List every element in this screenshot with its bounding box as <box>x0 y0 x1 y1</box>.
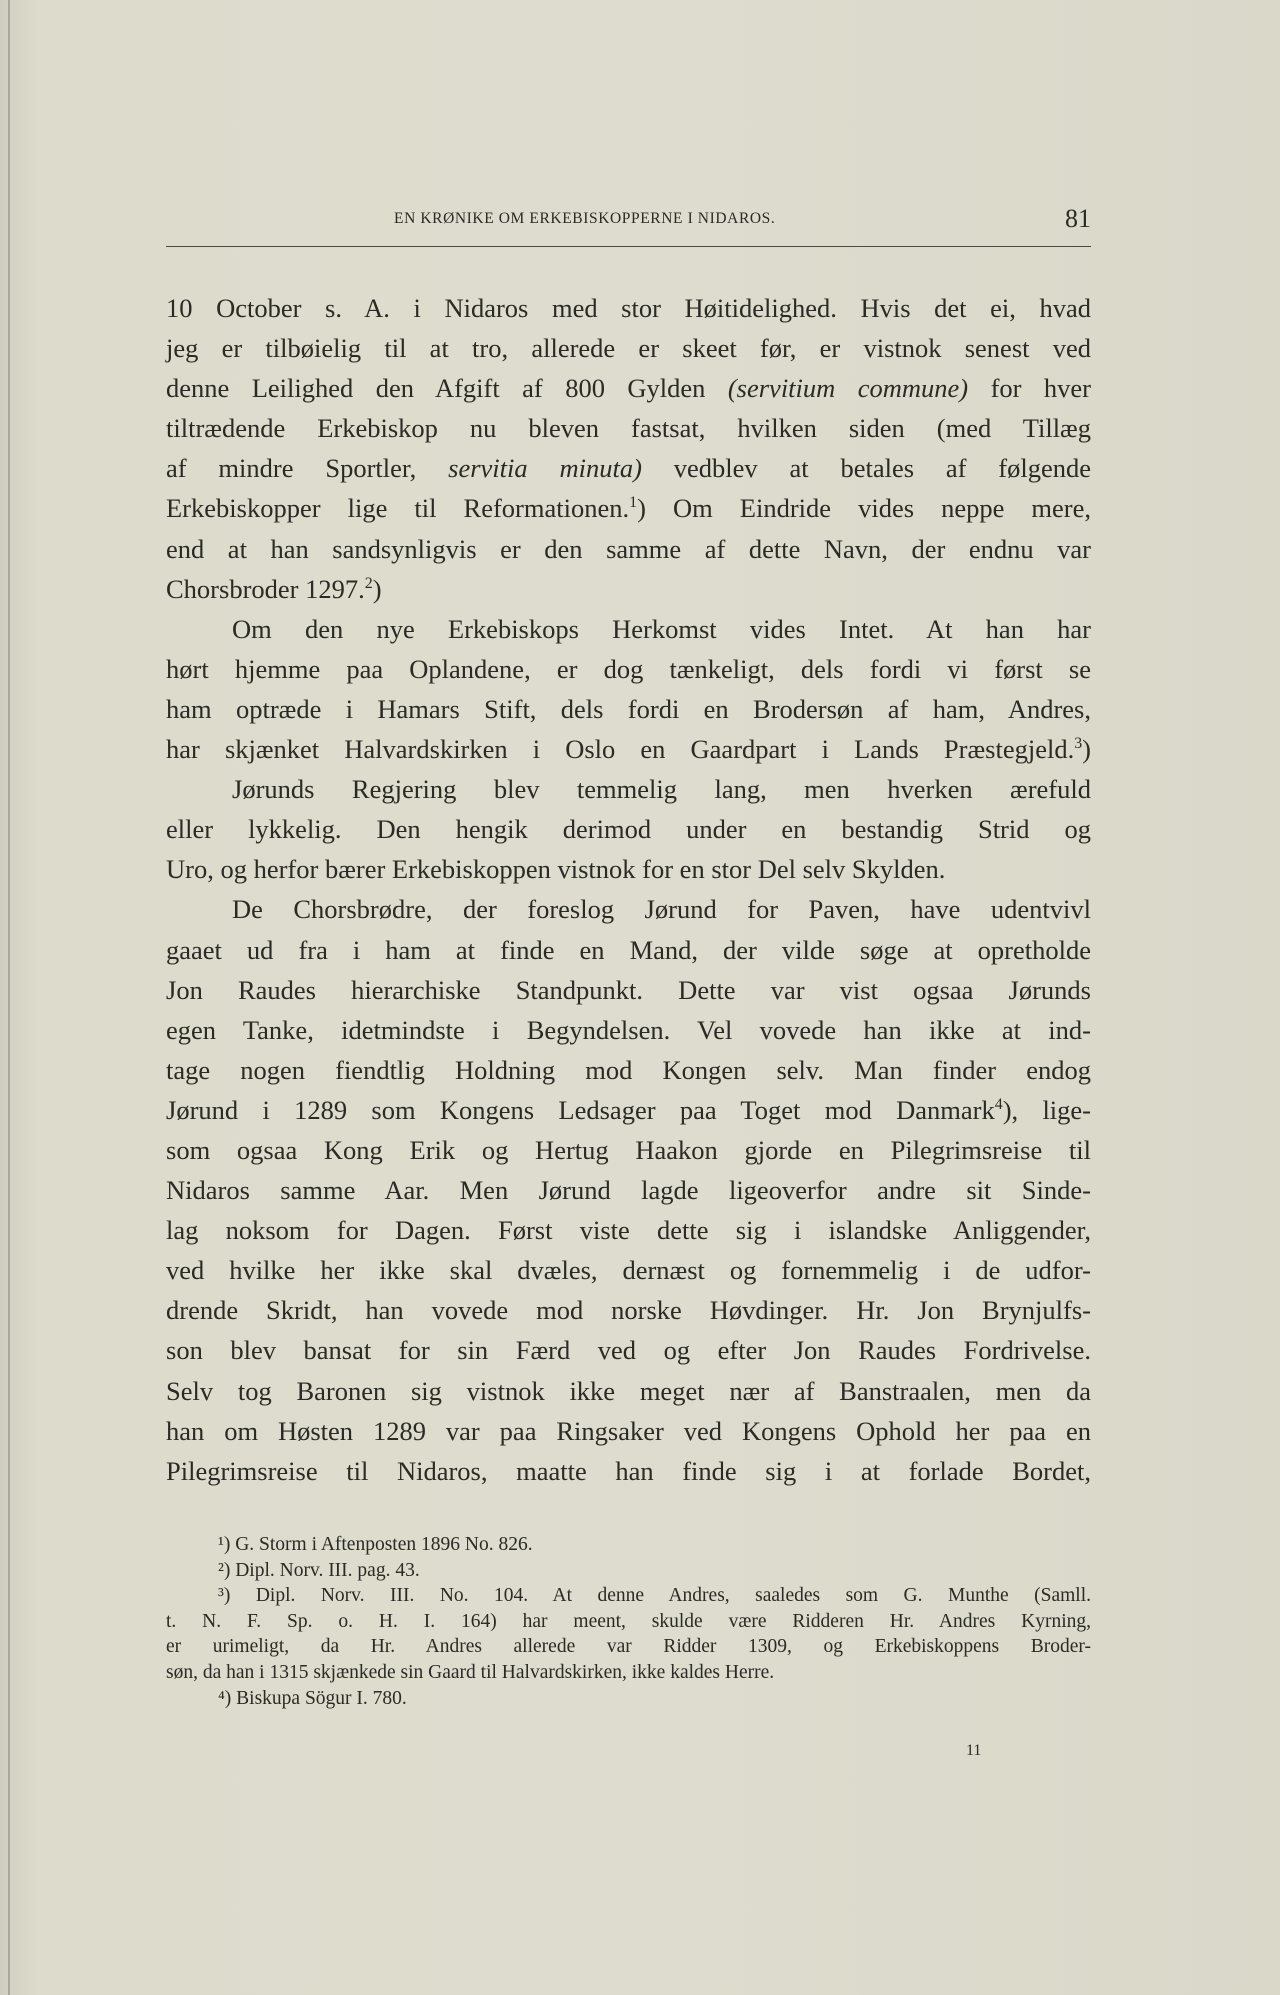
text-span: Chorsbroder 1297. <box>166 573 365 604</box>
text-span: ) <box>1082 734 1091 765</box>
footnote-ref: 1 <box>629 494 638 512</box>
text-line: De Chorsbrødre, der foreslog Jørund for Paven, have udentvivl <box>232 894 1091 925</box>
italic-span: servitia minuta) <box>448 453 642 484</box>
italic-span: (servitium commune) <box>727 373 969 404</box>
footnote-3: ³) Dipl. Norv. III. No. 104. At denne Andres, saaledes som G. Munthe (Samll. <box>218 1585 1091 1607</box>
text-line: som ogsaa Kong Erik og Hertug Haakon gjorde en Pilegrimsreise til <box>166 1134 1091 1165</box>
text-line <box>166 1090 1091 1130</box>
footnote-4: ⁴) Biskupa Sögur I. 780. <box>218 1687 407 1709</box>
text-line: tage nogen fiendtlig Holdning mod Kongen selv. Man finder endog <box>166 1054 1091 1085</box>
text-line: ham optræde i Hamars Stift, dels fordi en Brodersøn af ham, Andres, <box>166 693 1091 724</box>
text-line: Om den nye Erkebiskops Herkomst vides Intet. At han har <box>232 613 1091 644</box>
text-span: for hver <box>968 373 1091 404</box>
text-line <box>166 729 1091 769</box>
text-span: vedblev at betales af følgende <box>641 453 1091 484</box>
text-line: end at han sandsynligvis er den samme af dette Navn, der endnu var <box>166 533 1091 564</box>
footnote-ref: 3 <box>1074 735 1083 753</box>
running-title: EN KRØNIKE OM ERKEBISKOPPERNE I NIDAROS. <box>394 210 776 227</box>
text-line: hørt hjemme paa Oplandene, er dog tænkeligt, dels fordi vi først se <box>166 653 1091 684</box>
text-line: Pilegrimsreise til Nidaros, maatte han finde sig i at forlade Bordet, <box>166 1455 1091 1486</box>
text-line: Selv tog Baronen sig vistnok ikke meget nær af Banstraalen, men da <box>166 1375 1091 1406</box>
signature-mark: 11 <box>966 1742 982 1759</box>
text-line: lag noksom for Dagen. Først viste dette sig i islandske Anliggender, <box>166 1215 1091 1246</box>
text-line: han om Høsten 1289 var paa Ringsaker ved Kongens Ophold her paa en <box>166 1415 1091 1446</box>
text-line: Jørunds Regjering blev temmelig lang, men hverken ærefuld <box>232 774 1091 805</box>
footnote-ref: 2 <box>364 574 373 592</box>
text-span: Jørund i 1289 som Kongens Ledsager paa Toget mod Danmark <box>166 1094 995 1125</box>
footnote-ref: 4 <box>994 1096 1003 1114</box>
text-span: af mindre Sportler, <box>166 453 449 484</box>
text-line: egen Tanke, idetmindste i Begyndelsen. Vel vovede han ikke at ind- <box>166 1014 1091 1045</box>
text-line: son blev bansat for sin Færd ved og efter Jon Raudes Fordrivelse. <box>166 1335 1091 1366</box>
text-line <box>166 569 1091 609</box>
text-line: gaaet ud fra i ham at finde en Mand, der vilde søge at opretholde <box>166 934 1091 965</box>
text-line: ved hvilke her ikke skal dvæles, dernæst og fornemmelig i de udfor- <box>166 1255 1091 1286</box>
text-line: Nidaros samme Aar. Men Jørund lagde ligeoverfor andre sit Sinde- <box>166 1175 1091 1206</box>
page-number: 81 <box>1065 204 1091 233</box>
running-head <box>166 200 1091 247</box>
text-line <box>166 488 1091 528</box>
text-span: denne Leilighed den Afgift af 800 Gylden <box>166 373 728 404</box>
footnotes <box>166 1532 1091 1711</box>
page-spine-edge <box>8 0 10 1995</box>
text-line: drende Skridt, han vovede mod norske Høvdinger. Hr. Jon Brynjulfs- <box>166 1295 1091 1326</box>
footnote-1: ¹) G. Storm i Aftenposten 1896 No. 826. <box>218 1534 533 1555</box>
text-line: jeg er tilbøielig til at tro, allerede er skeet før, er vistnok senest ved <box>166 333 1091 364</box>
text-line: tiltrædende Erkebiskop nu bleven fastsat, hvilken siden (med Tillæg <box>166 413 1091 444</box>
body-text <box>166 288 1091 1491</box>
text-line: Jon Raudes hierarchiske Standpunkt. Dette var vist ogsaa Jørunds <box>166 974 1091 1005</box>
text-line: Uro, og herfor bærer Erkebiskoppen vistnok for en stor Del selv Skylden. <box>166 854 946 885</box>
footnote-3-cont: t. N. F. Sp. o. H. I. 164) har meent, skulde være Ridderen Hr. Andres Kyrning, <box>166 1610 1091 1632</box>
footnote-2: ²) Dipl. Norv. III. pag. 43. <box>218 1559 420 1581</box>
footnote-3-cont: er urimeligt, da Hr. Andres allerede var Ridder 1309, og Erkebiskoppens Broder- <box>166 1636 1091 1658</box>
text-span: ), lige- <box>1002 1094 1092 1125</box>
text-line: eller lykkelig. Den hengik derimod under en bestandig Strid og <box>166 814 1091 845</box>
text-line: 10 October s. A. i Nidaros med stor Høitidelighed. Hvis det ei, hvad <box>166 293 1091 323</box>
text-span: har skjænket Halvardskirken i Oslo en Gaardpart i Lands Præstegjeld. <box>166 734 1075 765</box>
text-line <box>166 448 1091 488</box>
text-line <box>166 368 1091 408</box>
text-span: ) <box>372 573 382 604</box>
footnote-3-cont: søn, da han i 1315 skjænkede sin Gaard til Halvardskirken, ikke kaldes Herre. <box>166 1661 775 1683</box>
text-span: Erkebiskopper lige til Reformationen. <box>166 493 630 524</box>
text-span: ) Om Eindride vides neppe mere, <box>637 493 1092 524</box>
